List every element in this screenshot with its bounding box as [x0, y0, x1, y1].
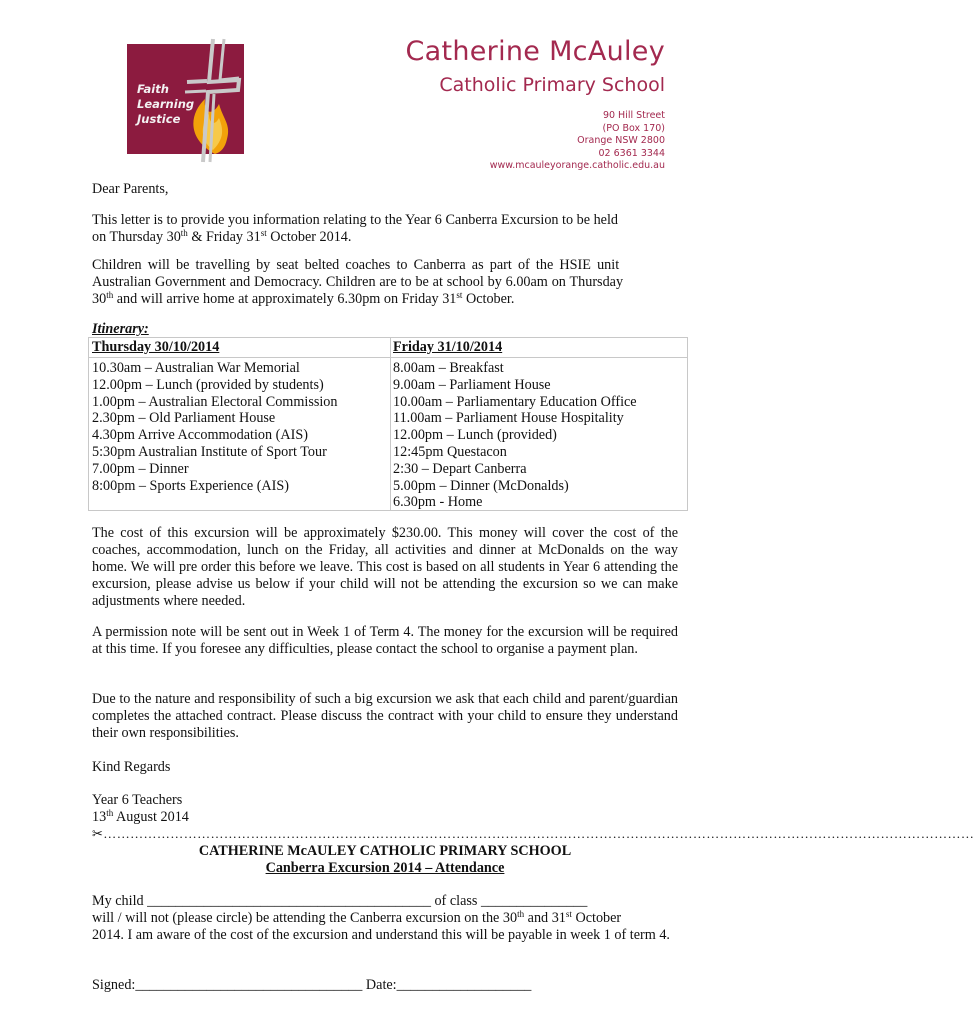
list-item: 8.00am – Breakfast — [393, 360, 504, 376]
logo-word-justice: Justice — [137, 112, 181, 126]
list-item: 2:30 – Depart Canberra — [393, 460, 527, 477]
address-town: Orange NSW 2800 — [577, 135, 665, 146]
list-item: 9.00am – Parliament House — [393, 376, 551, 393]
cost-acknowledgement: 2014. I am aware of the cost of the excursion and understand this will be payable in week 1 of term 4. — [92, 927, 670, 943]
child-class-field[interactable]: My child ________________________________________ of class _______________ — [92, 893, 588, 909]
signoff: Year 6 Teachers — [92, 792, 183, 808]
slip-subtitle: Canberra Excursion 2014 – Attendance — [265, 860, 505, 876]
list-item: 5:30pm Australian Institute of Sport Tour — [92, 443, 327, 460]
list-item: 8:00pm – Sports Experience (AIS) — [92, 477, 290, 494]
list-item: 5.00pm – Dinner (McDonalds) — [393, 477, 569, 494]
letter-date: 13th August 2014 — [92, 808, 189, 825]
list-item: 12.00pm – Lunch (provided by students) — [92, 376, 324, 393]
scissors-icon: ✂ — [92, 826, 104, 841]
logo-motto — [137, 82, 194, 127]
list-item: 2.30pm – Old Parliament House — [92, 410, 276, 427]
closing: Kind Regards — [92, 759, 171, 775]
travel-line-2: Australian Government and Democracy. Children are to be at school by 6.00am on Thursday — [92, 274, 624, 290]
address-website[interactable]: www.mcauleyorange.catholic.edu.au — [489, 160, 665, 171]
paragraph-contract: Due to the nature and responsibility of such a big excursion we ask that each child and parent/guardian completes the attached contract. Please discuss the contract with your child to ensure they understand their own responsibilities. — [92, 691, 678, 741]
list-item: 10.30am – Australian War Memorial — [92, 360, 300, 376]
itinerary-day-2-list — [390, 358, 687, 511]
list-item: 1.00pm – Australian Electoral Commission — [92, 393, 338, 410]
attendance-form — [92, 893, 678, 944]
signoff-block — [92, 792, 678, 826]
paragraph-permission: A permission note will be sent out in Week 1 of Term 4. The money for the excursion will be required at this time. If you foresee any difficulties, please contact the school to organise a payment plan. — [92, 624, 678, 657]
paragraph-intro — [92, 212, 678, 246]
list-item: 11.00am – Parliament House Hospitality — [393, 410, 624, 427]
logo-word-faith: Faith — [137, 82, 169, 96]
travel-line-3: 30th and will arrive home at approximately 6.30pm on Friday 31st October. — [92, 290, 515, 307]
itinerary-day-1-heading: Thursday 30/10/2014 — [89, 338, 390, 358]
list-item: 12:45pm Questacon — [393, 443, 507, 460]
salutation: Dear Parents, — [92, 181, 169, 197]
cut-dots: …………………………………………………………………………………………………………………………………………………………………………… — [103, 826, 974, 841]
address-pobox: (PO Box 170) — [602, 122, 665, 134]
slip-title: CATHERINE McAULEY CATHOLIC PRIMARY SCHOOL — [198, 843, 572, 859]
itinerary-title: Itinerary: — [92, 321, 149, 337]
school-address — [490, 110, 665, 173]
itinerary-table — [88, 337, 688, 511]
cut-line — [92, 826, 974, 842]
school-type: Catholic Primary School — [439, 74, 665, 96]
school-logo — [127, 44, 244, 154]
list-item: 10.00am – Parliamentary Education Office — [393, 393, 637, 410]
list-item: 7.00pm – Dinner — [92, 460, 189, 477]
list-item: 12.00pm – Lunch (provided) — [393, 427, 557, 444]
list-item: 4.30pm Arrive Accommodation (AIS) — [92, 427, 308, 444]
itinerary-day-2 — [390, 338, 687, 510]
travel-line-1: Children will be travelling by seat belted coaches to Canberra as part of the HSIE unit — [92, 257, 620, 273]
address-street: 90 Hill Street — [602, 110, 665, 121]
paragraph-cost: The cost of this excursion will be approximately $230.00. This money will cover the cost of the coaches, accommodation, lunch on the Friday, all activities and dinner at McDonalds on the way home. We will pre order this before we leave. This cost is based on all students in Year 6 attending the excursion, please advise us below if your child will not be attending the excursion so we can make adjustments where needed. — [92, 525, 678, 609]
itinerary-day-1-list — [89, 358, 390, 494]
itinerary-day-1 — [89, 338, 391, 510]
logo-word-learning: Learning — [137, 97, 195, 111]
school-name: Catherine McAuley — [405, 36, 665, 67]
address-phone: 02 6361 3344 — [598, 147, 665, 159]
attendance-statement: will / will not (please circle) be attending the Canberra excursion on the 30th and 31st October — [92, 909, 622, 926]
list-item: 6.30pm - Home — [393, 494, 483, 511]
itinerary-day-2-heading: Friday 31/10/2014 — [390, 338, 687, 358]
intro-line-2: on Thursday 30th & Friday 31st October 2014. — [92, 228, 352, 245]
signature-date-field[interactable]: Signed:________________________________ Date:___________________ — [92, 977, 532, 993]
paragraph-travel — [92, 257, 678, 308]
intro-line-1: This letter is to provide you information relating to the Year 6 Canberra Excursion to be held — [92, 212, 618, 228]
